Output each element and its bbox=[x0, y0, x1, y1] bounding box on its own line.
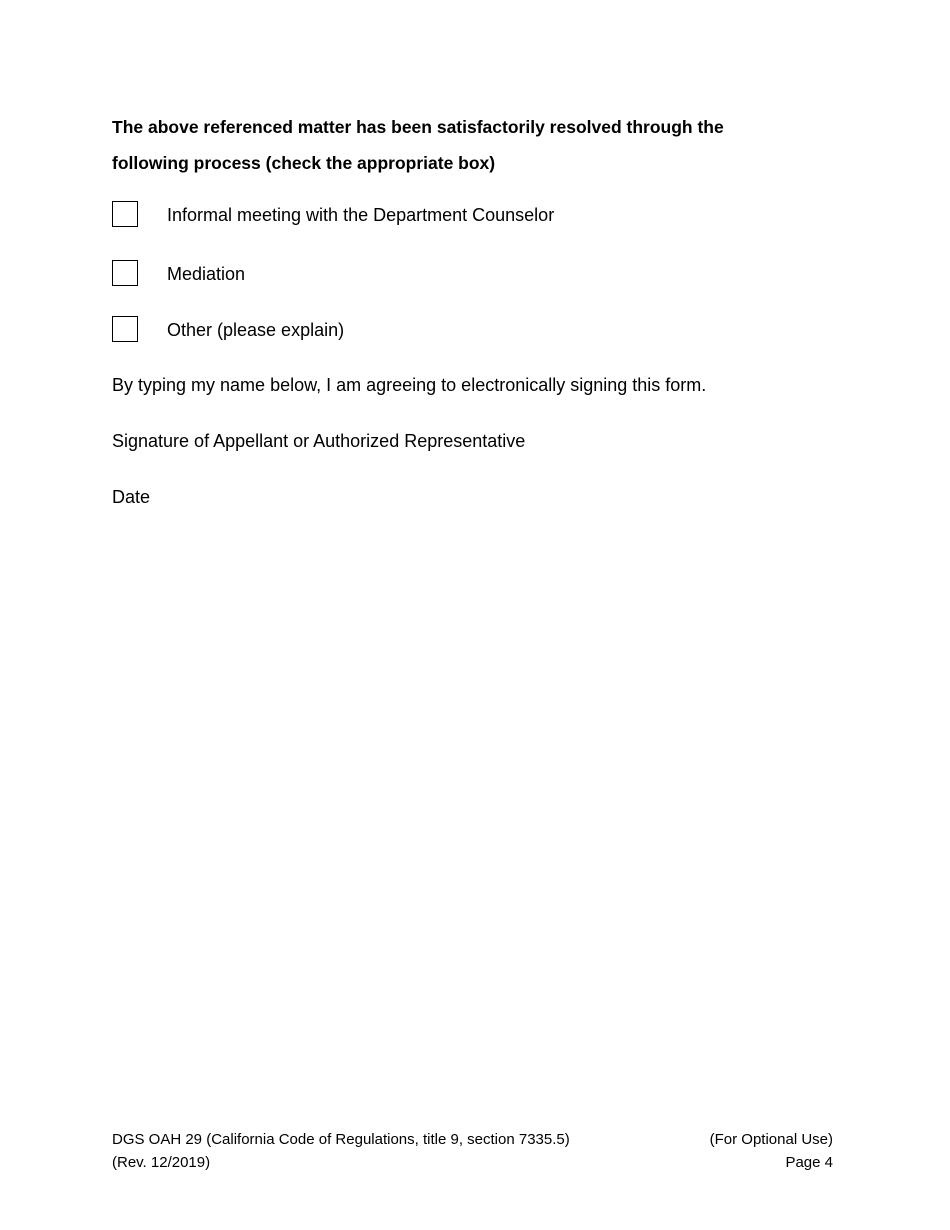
other-label: Other (please explain) bbox=[167, 320, 345, 340]
form-id: DGS OAH 29 (California Code of Regulations, title 9, section 7335.5) bbox=[112, 1131, 570, 1148]
section-heading bbox=[112, 109, 812, 181]
consent-statement: By typing my name below, I am agreeing to electronically signing this form. bbox=[112, 375, 707, 395]
mediation-checkbox[interactable] bbox=[112, 260, 138, 286]
option-informal-meeting bbox=[112, 201, 812, 231]
form-revision: (Rev. 12/2019) bbox=[112, 1154, 211, 1171]
footer-right bbox=[710, 1128, 833, 1174]
date-label: Date bbox=[112, 487, 151, 507]
usage-note: (For Optional Use) bbox=[709, 1131, 833, 1148]
other-checkbox[interactable] bbox=[112, 316, 138, 342]
mediation-label: Mediation bbox=[167, 264, 246, 284]
footer-left bbox=[112, 1128, 570, 1174]
informal-meeting-label: Informal meeting with the Department Counselor bbox=[167, 205, 555, 225]
heading-line-2: following process (check the appropriate box) bbox=[112, 153, 496, 173]
informal-meeting-checkbox[interactable] bbox=[112, 201, 138, 227]
option-mediation bbox=[112, 260, 812, 290]
signature-label: Signature of Appellant or Authorized Representative bbox=[112, 431, 526, 451]
heading-line-1: The above referenced matter has been satisfactorily resolved through the bbox=[112, 117, 724, 137]
option-other bbox=[112, 316, 812, 346]
page-number: Page 4 bbox=[785, 1154, 833, 1171]
